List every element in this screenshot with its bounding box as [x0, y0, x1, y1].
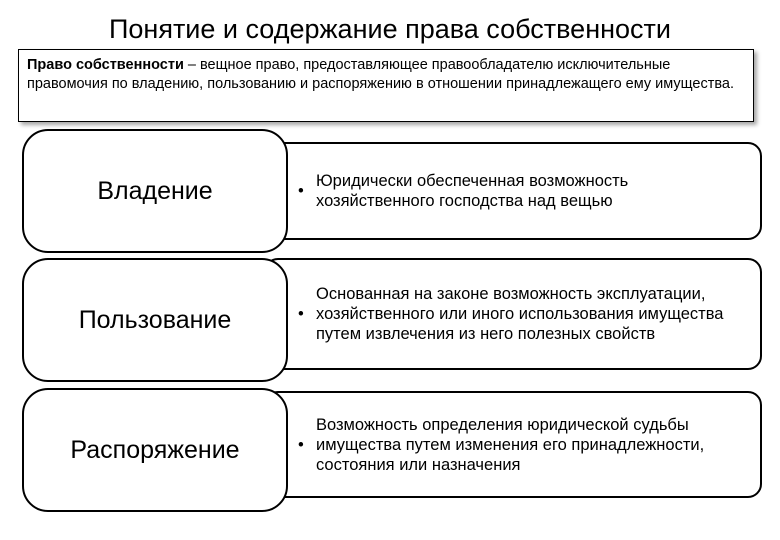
term-label: Распоряжение [70, 435, 240, 464]
description-box-disposal [264, 391, 762, 498]
description-box-use [264, 258, 762, 370]
definition-box [18, 49, 754, 122]
term-box-disposal [22, 388, 288, 512]
term-label: Пользование [78, 305, 232, 334]
term-box-possession [22, 129, 288, 253]
bullet-icon: • [298, 435, 304, 454]
bullet-icon: • [298, 182, 304, 200]
definition-text: – вещное право, предоставляющее правообладателю исключительные правомочия по владению, пользованию и распоряжению в отношении принадлежащего ему имущества. [27, 57, 734, 92]
description-text: Возможность определения юридической судьбы имущества путем изменения его принадлежности, состояния или назначения [316, 415, 705, 474]
bullet-icon: • [298, 305, 304, 323]
term-label: Владение [97, 176, 213, 205]
description-box-possession [264, 142, 762, 240]
description-text: Юридически обеспеченная возможность хозяйственного господства над вещью [316, 172, 629, 210]
term-box-use [22, 258, 288, 382]
slide-title: Понятие и содержание права собственности [108, 14, 671, 44]
description-text: Основанная на законе возможность эксплуатации, хозяйственного или иного использования имущества путем извлечения из него полезных свойств [316, 285, 724, 343]
definition-term: Право собственности [27, 57, 184, 73]
